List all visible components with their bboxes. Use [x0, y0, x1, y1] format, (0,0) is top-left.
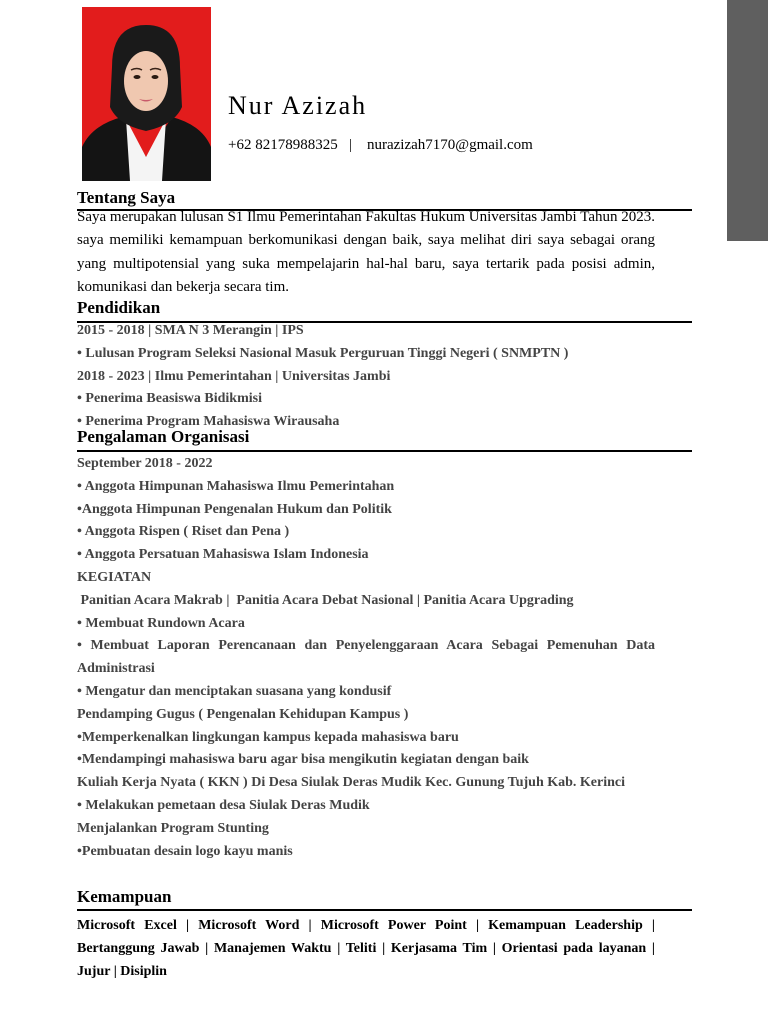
list-item: • Membuat Laporan Perencanaan dan Penyelenggaraan Acara Sebagai Pemenuhan Data Administrasi — [77, 638, 655, 677]
section-divider — [77, 909, 692, 911]
list-item: • Lulusan Program Seleksi Nasional Masuk Perguruan Tinggi Negeri ( SNMPTN ) — [77, 345, 569, 361]
list-item: • Anggota Himpunan Mahasiswa Ilmu Pemerintahan — [77, 478, 395, 494]
list-item: KEGIATAN — [77, 569, 152, 585]
list-item: 2018 - 2023 | Ilmu Pemerintahan | Universitas Jambi — [77, 368, 391, 384]
list-item: • Mengatur dan menciptakan suasana yang kondusif — [77, 683, 392, 699]
list-item: Kuliah Kerja Nyata ( KKN ) Di Desa Siulak Deras Mudik Kec. Gunung Tujuh Kab. Kerinci — [77, 775, 626, 791]
list-item: Menjalankan Program Stunting — [77, 820, 269, 836]
section-divider — [77, 450, 692, 452]
list-item: Panitian Acara Makrab | Panitia Acara Debat Nasional | Panitia Acara Upgrading — [77, 592, 574, 608]
list-item: •Memperkenalkan lingkungan kampus kepada mahasiswa baru — [77, 729, 459, 745]
section-title-education: Pendidikan — [77, 298, 161, 317]
education-list — [77, 320, 655, 434]
list-item: • Anggota Persatuan Mahasiswa Islam Indonesia — [77, 547, 369, 563]
list-item: • Penerima Beasiswa Bidikmisi — [77, 391, 262, 407]
list-item: • Membuat Rundown Acara — [77, 615, 245, 631]
list-item: • Anggota Rispen ( Riset dan Pena ) — [77, 524, 290, 540]
list-item: •Anggota Himpunan Pengenalan Hukum dan Politik — [77, 501, 392, 517]
skills-paragraph: Microsoft Excel | Microsoft Word | Microsoft Power Point | Kemampuan Leadership | Bertanggung Jawab | Manajemen Waktu | Teliti | Kerjasama Tim | Orientasi pada layanan | Jujur | Disiplin — [77, 918, 655, 979]
section-title-skills: Kemampuan — [77, 887, 172, 906]
organization-list — [77, 453, 655, 863]
list-item: Pendamping Gugus ( Pengenalan Kehidupan Kampus ) — [77, 706, 409, 722]
profile-photo — [82, 7, 211, 181]
list-item: September 2018 - 2022 — [77, 456, 213, 471]
section-title-about: Tentang Saya — [77, 188, 176, 207]
contact-info: +62 82178988325 | nurazizah7170@gmail.com — [228, 137, 533, 153]
section-title-organization: Pengalaman Organisasi — [77, 427, 250, 446]
list-item: 2015 - 2018 | SMA N 3 Merangin | IPS — [77, 323, 304, 338]
about-paragraph: Saya merupakan lulusan S1 Ilmu Pemerintahan Fakultas Hukum Universitas Jambi Tahun 2023. saya memiliki kemampuan berkomunikasi dengan baik, saya melihat diri saya sebagai orang yang multipotensial yang suka mempelajarin hal-hal baru, saya tertarik pada posisi admin, komunikasi dan bekerja secara tim. — [77, 209, 655, 295]
list-item: • Penerima Program Mahasiswa Wirausaha — [77, 414, 340, 430]
list-item: •Mendampingi mahasiswa baru agar bisa mengikutin kegiatan dengan baik — [77, 752, 529, 768]
scrollbar-thumb[interactable] — [727, 0, 768, 241]
list-item: •Pembuatan desain logo kayu manis — [77, 843, 293, 859]
list-item: • Melakukan pemetaan desa Siulak Deras Mudik — [77, 797, 370, 813]
candidate-name: Nur Azizah — [228, 91, 368, 120]
